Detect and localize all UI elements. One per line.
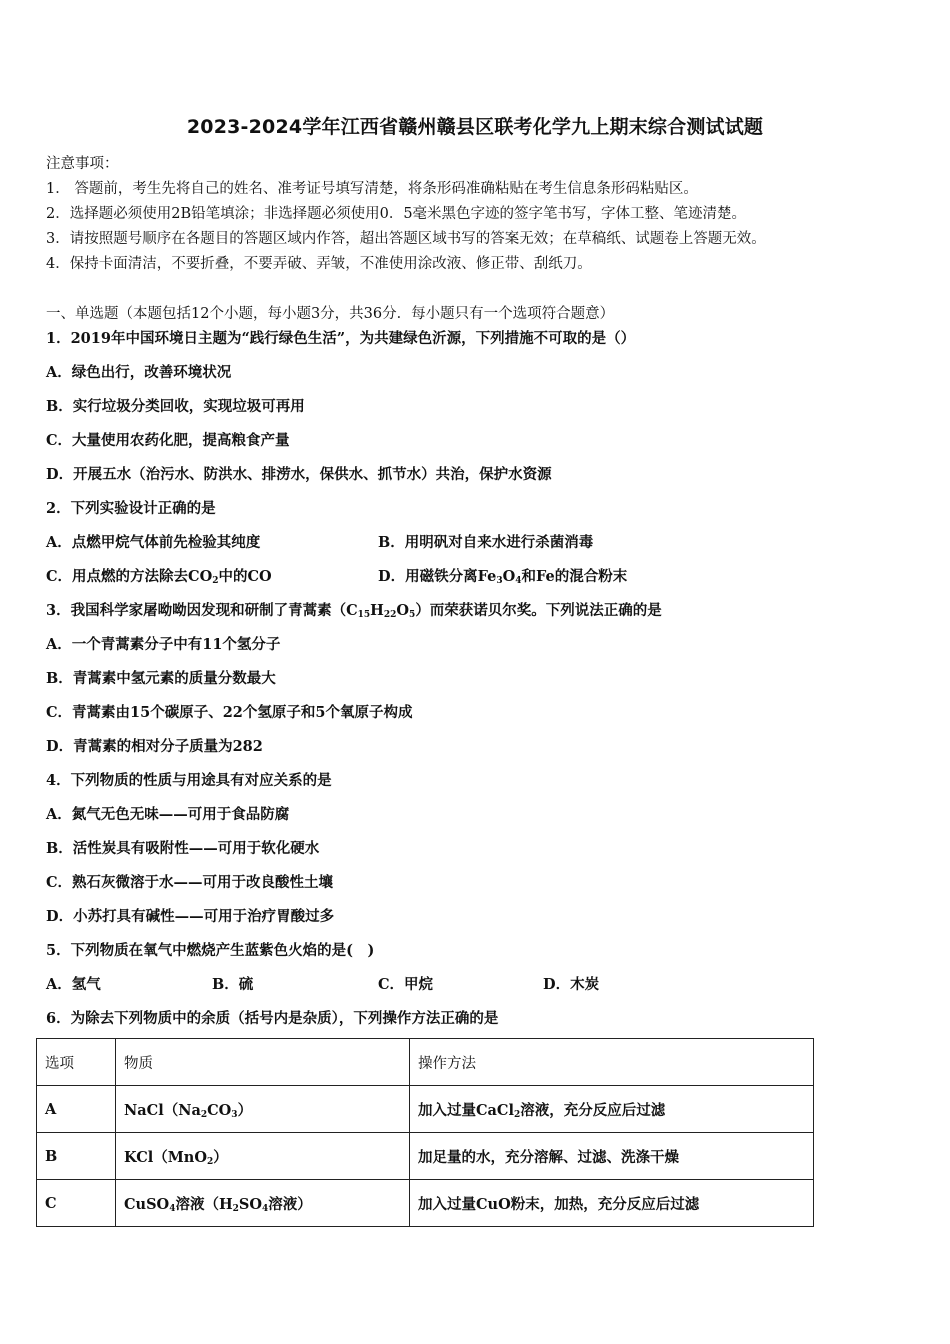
q3-stem: 3．我国科学家屠呦呦因发现和研制了青蒿素$(C_{15}H_{22}O_5)$而荣获诺贝尔奖。下列说法正确的是 [46, 602, 662, 620]
q4-option-c: C．熟石灰微溶于水——可用于改良酸性土壤 [46, 874, 334, 891]
row-substance: CuSO$_4$溶液（$H_2SO_4$溶液） [116, 1180, 410, 1227]
q2-option-b: B．用明矾对自来水进行杀菌消毒 [378, 534, 594, 551]
q6-stem: 6．为除去下列物质中的余质（括号内是杂质），下列操作方法正确的是 [46, 1010, 499, 1027]
notice-heading: 注意事项： [46, 156, 119, 172]
notice-item-4: 4．保持卡面清洁，不要折叠，不要弄破、弄皱，不准使用涂改液、修正带、刮纸刀。 [46, 256, 592, 272]
row-substance: $NaCl(Na_2CO_3)$ [116, 1086, 410, 1133]
q5-option-d: D．木炭 [543, 976, 600, 993]
q6-table [36, 1038, 814, 1227]
table-header-row [37, 1039, 814, 1086]
q4-option-b: B．活性炭具有吸附性——可用于软化硬水 [46, 840, 320, 857]
notice-item-3: 3．请按照题号顺序在各题目的答题区域内作答，超出答题区域书写的答案无效；在草稿纸、试题卷上答题无效。 [46, 231, 766, 247]
q2-stem: 2．下列实验设计正确的是 [46, 500, 216, 517]
q5-option-b: B．硫 [212, 976, 254, 993]
notice-item-1: 1． 答题前，考生先将自己的姓名、准考证号填写清楚，将条形码准确粘贴在考生信息条形码粘贴区。 [46, 181, 698, 197]
header-method: 操作方法 [410, 1039, 814, 1086]
q1-option-c: C．大量使用农药化肥，提高粮食产量 [46, 432, 290, 449]
row-substance: KCl（MnO$_2$） [116, 1133, 410, 1180]
row-method: 加入过量CaCl$_2$溶液，充分反应后过滤 [410, 1086, 814, 1133]
q4-option-a: A．氮气无色无味——可用于食品防腐 [46, 806, 290, 823]
q3-option-a: A．一个青蒿素分子中有11个氢分子 [46, 636, 281, 653]
table-row [37, 1133, 814, 1180]
table-row [37, 1180, 814, 1227]
q1-option-d: D．开展五水（治污水、防洪水、排涝水，保供水、抓节水）共治，保护水资源 [46, 466, 552, 483]
q1-option-b: B．实行垃圾分类回收，实现垃圾可再用 [46, 398, 305, 415]
section-heading: 一、单选题（本题包括12个小题，每小题3分，共36分．每小题只有一个选项符合题意） [46, 306, 615, 322]
q2-option-a: A．点燃甲烷气体前先检验其纯度 [46, 534, 261, 551]
q1-option-a: A．绿色出行，改善环境状况 [46, 364, 232, 381]
q1-stem: 1．2019年中国环境日主题为“践行绿色生活”，为共建绿色沂源，下列措施不可取的是（） [46, 330, 636, 347]
q5-option-c: C．甲烷 [378, 976, 434, 993]
q5-option-a: A．氢气 [46, 976, 101, 993]
q2-option-c: C．用点燃的方法除去$CO_2$中的CO [46, 568, 272, 586]
q3-option-b: B．青蒿素中氢元素的质量分数最大 [46, 670, 276, 687]
row-method: 加足量的水，充分溶解、过滤、洗涤干燥 [410, 1133, 814, 1180]
header-substance: 物质 [116, 1039, 410, 1086]
q3-option-d: D．青蒿素的相对分子质量为282 [46, 738, 263, 755]
row-option: B [37, 1133, 116, 1180]
q5-stem: 5．下列物质在氧气中燃烧产生蓝紫色火焰的是( ) [46, 942, 375, 959]
row-option: C [37, 1180, 116, 1227]
q2-option-d: D．用磁铁分离$Fe_3O_4$和Fe的混合粉末 [378, 568, 628, 586]
row-method: 加入过量CuO粉末，加热，充分反应后过滤 [410, 1180, 814, 1227]
q4-stem: 4．下列物质的性质与用途具有对应关系的是 [46, 772, 332, 789]
exam-title: 2023-2024学年江西省赣州赣县区联考化学九上期末综合测试试题 [186, 116, 764, 138]
q3-option-c: C．青蒿素由15个碳原子、22个氢原子和5个氧原子构成 [46, 704, 413, 721]
header-option: 选项 [37, 1039, 116, 1086]
table-row [37, 1086, 814, 1133]
row-option: A [37, 1086, 116, 1133]
notice-item-2: 2．选择题必须使用2B铅笔填涂；非选择题必须使用0．5毫米黑色字迹的签字笔书写，字体工整、笔迹清楚。 [46, 206, 747, 222]
q4-option-d: D．小苏打具有碱性——可用于治疗胃酸过多 [46, 908, 335, 925]
